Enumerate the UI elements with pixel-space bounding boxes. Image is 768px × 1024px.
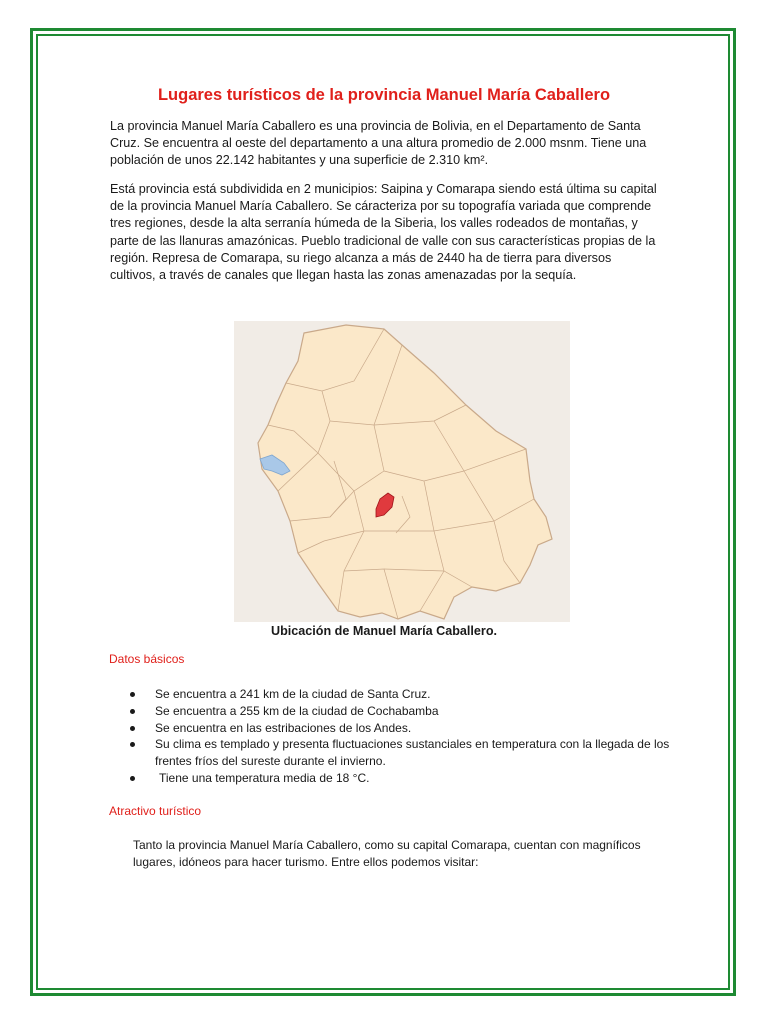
- datos-basicos-heading: Datos básicos: [109, 652, 185, 666]
- bullet-icon: [130, 692, 135, 697]
- bullet-icon: [130, 776, 135, 781]
- datos-basicos-list: [130, 686, 670, 787]
- bullet-icon: [130, 726, 135, 731]
- map-caption: Ubicación de Manuel María Caballero.: [270, 624, 498, 638]
- intro-paragraph-1: La provincia Manuel María Caballero es una provincia de Bolivia, en el Departamento de Santa Cruz. Se encuentra al oeste del departamento a una altura promedio de 2.000 msnm. Tiene una población de unos 22.142 habitantes y una superficie de 2.310 km².: [110, 119, 647, 168]
- page-title: Lugares turísticos de la provincia Manuel María Caballero: [157, 86, 611, 104]
- intro-paragraph-2: Está provincia está subdividida en 2 municipios: Saipina y Comarapa siendo está última su capital de la provincia Manuel María Caballero. Se cáracteriza por su topografía variada que comprende tres regiones, desde la alta serranía húmeda de la Siberia, los valles rodeados de montañas, y parte de las llanuras amazónicas. Pueblo tradicional de valle con sus características propias de la región. Represa de Comarapa, su riego alcanza a más de 2440 ha de tierra para diversos cultivos, a través de canales que llegan hasta las zonas amenazadas por la sequía.: [110, 182, 657, 283]
- list-item: Se encuentra a 241 km de la ciudad de Santa Cruz.: [130, 686, 670, 703]
- atractivo-paragraph: Tanto la provincia Manuel María Caballero, como su capital Comarapa, cuentan con magníficos lugares, idóneos para hacer turismo. Entre ellos podemos visitar:: [133, 838, 641, 869]
- list-item: Se encuentra a 255 km de la ciudad de Cochabamba: [130, 703, 670, 720]
- list-item: Se encuentra en las estribaciones de los Andes.: [130, 720, 670, 737]
- bullet-icon: [130, 742, 135, 747]
- list-item: Tiene una temperatura media de 18 °C.: [130, 770, 670, 787]
- bolivia-map-svg: [234, 321, 570, 622]
- atractivo-turistico-heading: Atractivo turístico: [109, 804, 202, 818]
- bolivia-location-map: [234, 321, 570, 622]
- list-item: Su clima es templado y presenta fluctuaciones sustanciales en temperatura con la llegada de los frentes fríos del sureste durante el invierno.: [130, 736, 670, 770]
- bullet-icon: [130, 709, 135, 714]
- bolivia-outline: [258, 325, 552, 619]
